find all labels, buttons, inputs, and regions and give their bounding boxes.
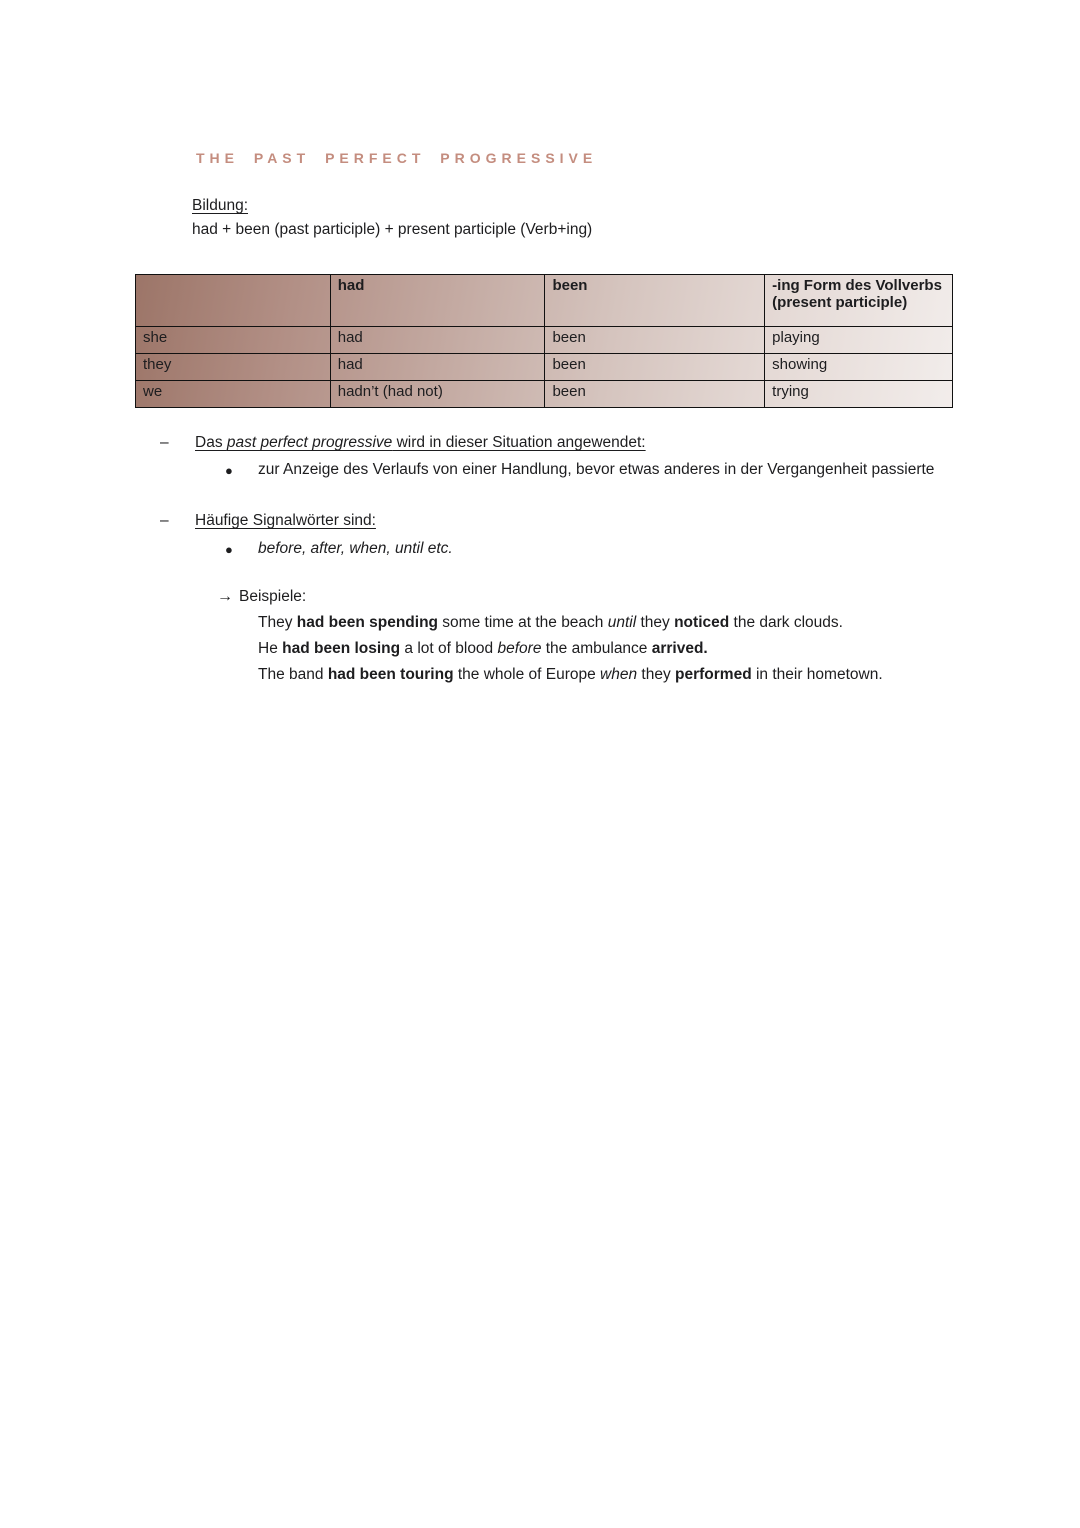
example-sentence: They had been spending some time at the beach until they noticed the dark clouds. <box>258 614 843 631</box>
signalwords-section <box>160 512 376 530</box>
cell-participle: playing <box>765 327 953 354</box>
signalwords-bullet-item <box>225 540 453 559</box>
header-participle-line1: -ing Form des Vollverbs <box>772 277 942 294</box>
usage-section <box>160 434 646 452</box>
header-cell-subject <box>136 275 331 327</box>
cell-been: been <box>545 327 765 354</box>
example-sentence: He had been losing a lot of blood before the ambulance arrived. <box>258 640 708 657</box>
cell-had: had <box>330 327 545 354</box>
cell-had: had <box>330 354 545 381</box>
header-cell-participle <box>765 275 953 327</box>
examples-heading <box>217 588 306 606</box>
conjugation-table <box>135 274 953 408</box>
bullet-icon: ● <box>225 542 233 557</box>
cell-subject: they <box>136 354 331 381</box>
cell-subject: we <box>136 381 331 408</box>
cell-subject: she <box>136 327 331 354</box>
usage-heading: Das past perfect progressive wird in dieser Situation angewendet: <box>195 434 646 451</box>
dash-marker: – <box>160 512 169 529</box>
cell-been: been <box>545 381 765 408</box>
table-row <box>136 354 953 381</box>
bildung-label: Bildung: <box>192 197 249 214</box>
cell-participle: showing <box>765 354 953 381</box>
table-header-row <box>136 275 953 327</box>
bildung-formula: had + been (past participle) + present participle (Verb+ing) <box>192 221 593 238</box>
page-title: THE PAST PERFECT PROGRESSIVE <box>196 150 598 166</box>
usage-bullet-item <box>225 461 934 480</box>
header-participle-line2: (present participle) <box>772 294 908 311</box>
table-row <box>136 327 953 354</box>
cell-participle: trying <box>765 381 953 408</box>
signalwords-bullet-text: before, after, when, until etc. <box>258 540 453 557</box>
examples-heading-label: Beispiele: <box>239 588 307 605</box>
table-row <box>136 381 953 408</box>
bullet-icon: ● <box>225 463 233 478</box>
usage-bullet-text: zur Anzeige des Verlaufs von einer Handlung, bevor etwas anderes in der Vergangenheit passierte <box>258 461 935 478</box>
header-cell-had: had <box>330 275 545 327</box>
header-cell-been: been <box>545 275 765 327</box>
cell-had: hadn’t (had not) <box>330 381 545 408</box>
example-sentence: The band had been touring the whole of Europe when they performed in their hometown. <box>258 666 883 683</box>
arrow-icon: → <box>217 588 233 605</box>
signalwords-heading: Häufige Signalwörter sind: <box>195 512 376 529</box>
cell-been: been <box>545 354 765 381</box>
dash-marker: – <box>160 434 169 451</box>
